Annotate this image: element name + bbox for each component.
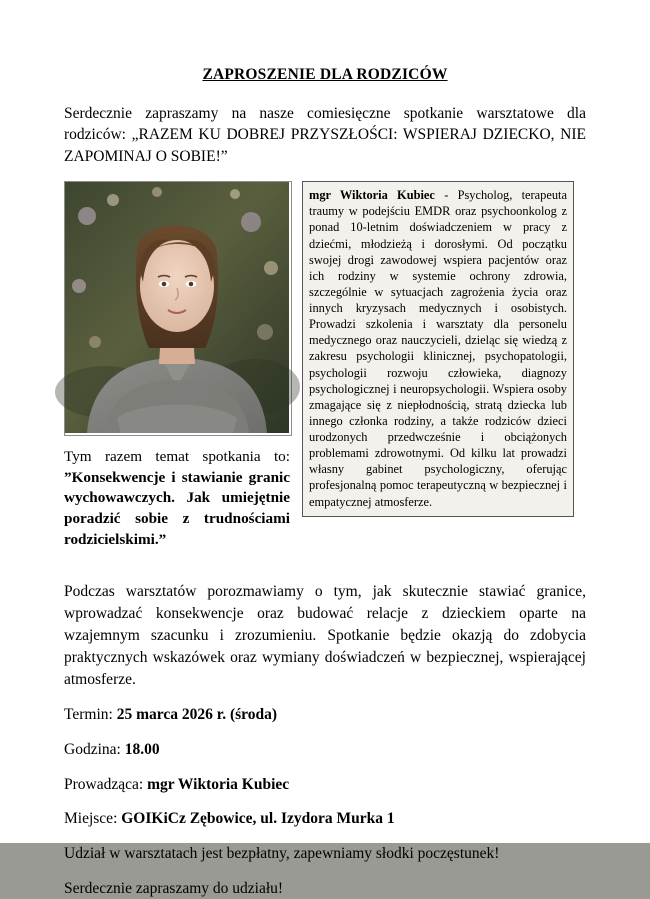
free-participation-note: Udział w warsztatach jest bezpłatny, zapewniamy słodki poczęstunek! <box>64 844 500 862</box>
detail-row-date <box>64 704 586 726</box>
presenter-bio-text: - Psycholog, terapeuta traumy w podejściu EMDR oraz psychoonkolog z ponad 10-letnim doświadczeniem w pracy z dziećmi, młodzieżą i dorosłymi. Od początku swojej drogi zawodowej wspiera pacjentów oraz ich rodziny w systemie ochrony zdrowia, szczególnie w sytuacjach zagrożenia życia oraz innych kryzysach medycznych i osobistych. Prowadzi szkolenia i warsztaty dla personelu medycznego oraz nauczycieli, dzieląc się wiedzą z zakresu psychologii klinicznej, psychopatologii, psychologii rozwoju człowieka, diagnozy psychologicznej i neuropsychologii. Wspiera osoby zmagające się z niepłodnością, stratą dziecka lub innego członka rodziny, a także rodziców dzieci urodzonych przedwcześnie i obciążonych problemami zdrowotnymi. Od kilku lat prowadzi własny gabinet psychologiczny, oferując profesjonalną pomoc terapeutyczną w bezpiecznej i empatycznej atmosferze. <box>309 188 567 509</box>
document-content <box>64 0 586 899</box>
detail-label-presenter: Prowadząca: <box>64 775 148 793</box>
presenter-photo <box>64 181 292 436</box>
detail-row-time <box>64 739 586 761</box>
detail-label-place: Miejsce: <box>64 810 122 828</box>
detail-value-place: GOIKiCz Zębowice, ul. Izydora Murka 1 <box>121 810 395 828</box>
detail-label-time: Godzina: <box>64 740 125 758</box>
detail-row-place <box>64 808 586 830</box>
detail-value-time: 18.00 <box>124 740 160 758</box>
presenter-bio <box>302 181 574 517</box>
detail-value-date: 25 marca 2026 r. (środa) <box>116 706 278 724</box>
profile-section <box>64 181 586 551</box>
description-paragraph: Podczas warsztatów porozmawiamy o tym, jak skutecznie stawiać granice, wprowadzać konsekwencje oraz budować relacje z dzieckiem oparte na wzajemnym szacunku i zrozumieniu. Spotkanie będzie okazją do zdobycia praktycznych wskazówek oraz wymiany doświadczeń w bezpiecznej, wspierającej atmosferze. <box>64 583 586 689</box>
presenter-name: mgr Wiktoria Kubiec <box>309 188 435 203</box>
intro-paragraph: Serdecznie zapraszamy na nasze comiesięczne spotkanie warsztatowe dla rodziców: „RAZEM KU DOBREJ PRZYSZŁOŚCI: WSPIERAJ DZIECKO, NIE ZAPOMINAJ O SOBIE!” <box>64 105 586 165</box>
closing-line: Serdecznie zapraszamy do udziału! <box>64 879 284 897</box>
detail-value-presenter: mgr Wiktoria Kubiec <box>147 775 290 793</box>
topic-title: ”Konsekwencje i stawianie granic wychowawczych. Jak umiejętnie poradzić sobie z trudnościami rodzicielskimi.” <box>64 468 290 548</box>
detail-label-date: Termin: <box>64 706 117 724</box>
topic-caption <box>64 447 290 550</box>
detail-row-presenter <box>64 774 586 796</box>
topic-lead: Tym razem temat spotkania to: <box>64 448 290 466</box>
page-title: ZAPROSZENIE DLA RODZICÓW <box>202 66 448 83</box>
